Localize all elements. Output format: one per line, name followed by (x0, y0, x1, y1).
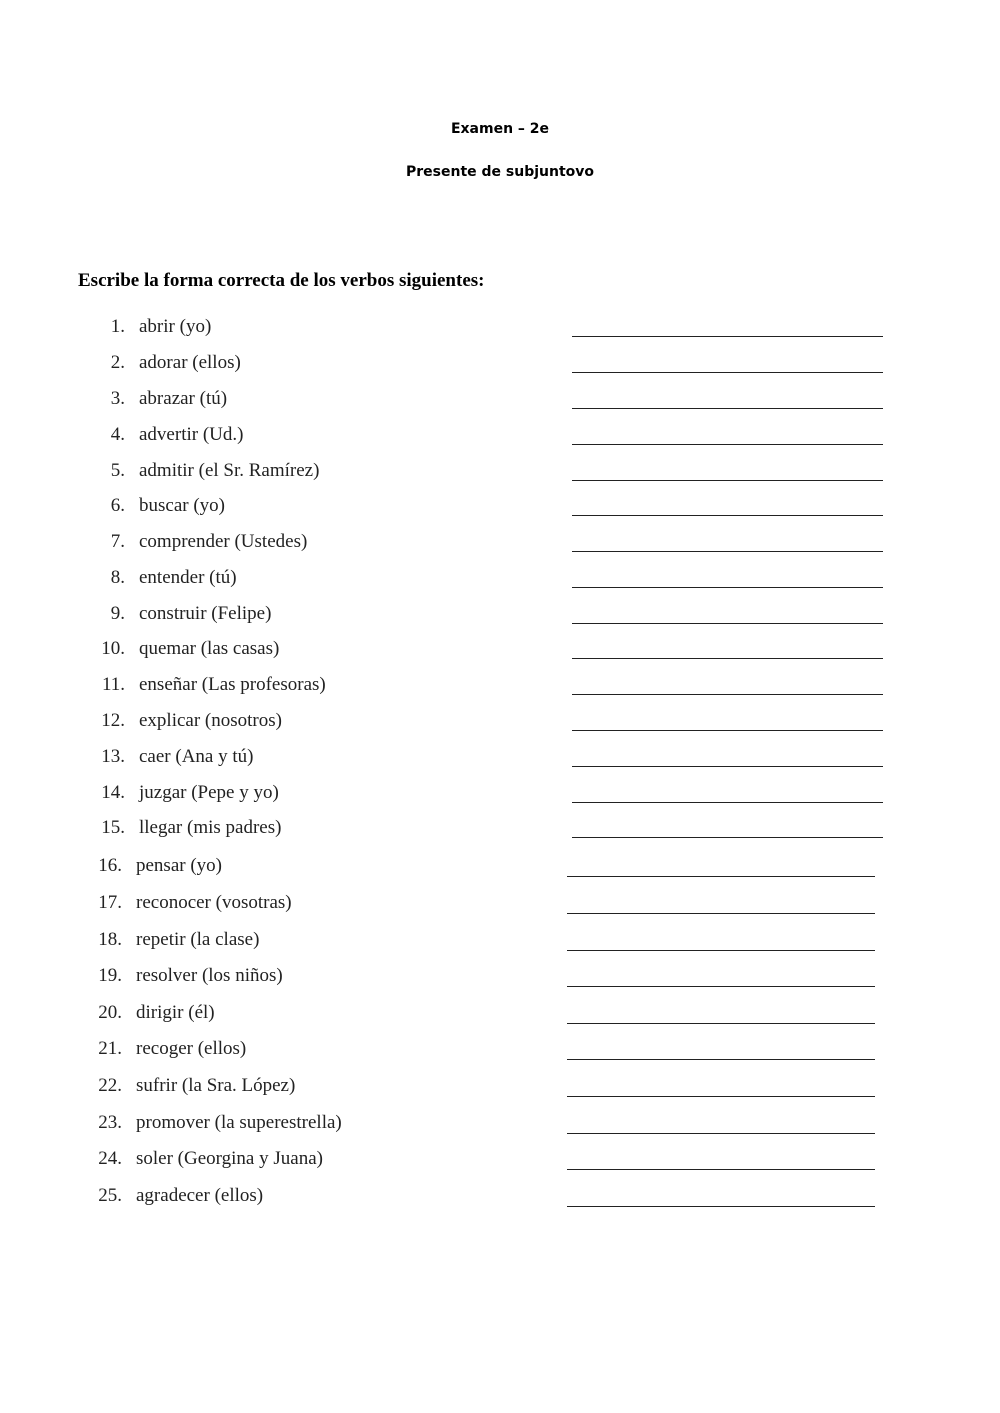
exercise-item (0, 316, 1000, 346)
exercise-item (0, 388, 1000, 418)
answer-line[interactable] (567, 1096, 875, 1097)
answer-line[interactable] (572, 694, 883, 695)
answer-line[interactable] (567, 950, 875, 951)
item-number: 21. (98, 1038, 122, 1059)
item-verb: dirigir (él) (136, 1002, 215, 1023)
answer-line[interactable] (572, 515, 883, 516)
exercise-item (0, 710, 1000, 740)
item-number: 4. (110, 424, 125, 445)
item-verb: juzgar (Pepe y yo) (139, 782, 279, 803)
answer-line[interactable] (572, 730, 883, 731)
exercise-item (0, 674, 1000, 704)
item-number: 13. (101, 746, 125, 767)
answer-line[interactable] (572, 837, 883, 838)
exercise-item (0, 965, 1000, 995)
answer-line[interactable] (567, 1133, 875, 1134)
exercise-item (0, 1112, 1000, 1142)
item-number: 10. (101, 638, 125, 659)
exercise-item (0, 638, 1000, 668)
item-verb: abrazar (tú) (139, 388, 228, 409)
answer-line[interactable] (572, 658, 883, 659)
exercise-item (0, 567, 1000, 597)
item-number: 24. (98, 1148, 122, 1169)
item-number: 2. (110, 352, 125, 373)
item-verb: agradecer (ellos) (136, 1185, 264, 1206)
item-number: 3. (110, 388, 125, 409)
item-number: 23. (98, 1112, 122, 1133)
item-number: 1. (110, 316, 125, 337)
answer-line[interactable] (567, 1059, 875, 1060)
exercise-item (0, 1185, 1000, 1215)
exercise-item (0, 424, 1000, 454)
item-verb: repetir (la clase) (136, 929, 260, 950)
item-verb: buscar (yo) (139, 495, 225, 516)
exam-subtitle: Presente de subjuntovo (405, 164, 594, 180)
answer-line[interactable] (572, 766, 883, 767)
answer-line[interactable] (567, 1023, 875, 1024)
item-number: 14. (101, 782, 125, 803)
item-number: 16. (98, 855, 122, 876)
exercise-item (0, 1002, 1000, 1032)
answer-line[interactable] (572, 372, 883, 373)
answer-line[interactable] (572, 587, 883, 588)
item-number: 25. (98, 1185, 122, 1206)
item-verb: construir (Felipe) (139, 603, 272, 624)
answer-line[interactable] (567, 913, 875, 914)
exercise-item (0, 817, 1000, 847)
exercise-item (0, 892, 1000, 922)
item-number: 18. (98, 929, 122, 950)
item-verb: quemar (las casas) (139, 638, 280, 659)
item-verb: sufrir (la Sra. López) (136, 1075, 296, 1096)
item-verb: llegar (mis padres) (139, 817, 282, 838)
item-number: 7. (110, 531, 125, 552)
exercise-item (0, 495, 1000, 525)
item-verb: resolver (los niños) (136, 965, 283, 986)
item-verb: comprender (Ustedes) (139, 531, 308, 552)
answer-line[interactable] (567, 986, 875, 987)
answer-line[interactable] (567, 876, 875, 877)
item-number: 17. (98, 892, 122, 913)
answer-line[interactable] (572, 408, 883, 409)
item-verb: enseñar (Las profesoras) (139, 674, 326, 695)
item-number: 9. (110, 603, 125, 624)
answer-line[interactable] (567, 1169, 875, 1170)
item-number: 12. (101, 710, 125, 731)
item-verb: recoger (ellos) (136, 1038, 247, 1059)
item-verb: caer (Ana y tú) (139, 746, 254, 767)
item-verb: pensar (yo) (136, 855, 222, 876)
item-number: 22. (98, 1075, 122, 1096)
item-number: 15. (101, 817, 125, 838)
item-number: 5. (110, 460, 125, 481)
exercise-item (0, 1148, 1000, 1178)
item-number: 6. (110, 495, 125, 516)
item-verb: reconocer (vosotras) (136, 892, 292, 913)
answer-line[interactable] (567, 1206, 875, 1207)
item-verb: advertir (Ud.) (139, 424, 244, 445)
exercise-item (0, 603, 1000, 633)
item-verb: entender (tú) (139, 567, 237, 588)
item-number: 8. (110, 567, 125, 588)
answer-line[interactable] (572, 444, 883, 445)
exercise-item (0, 855, 1000, 885)
exercise-item (0, 531, 1000, 561)
answer-line[interactable] (572, 336, 883, 337)
exercise-item (0, 1038, 1000, 1068)
item-number: 19. (98, 965, 122, 986)
item-number: 20. (98, 1002, 122, 1023)
answer-line[interactable] (572, 623, 883, 624)
exercise-item (0, 746, 1000, 776)
exam-title: Examen – 2e (450, 121, 550, 137)
item-verb: adorar (ellos) (139, 352, 241, 373)
answer-line[interactable] (572, 551, 883, 552)
exercise-item (0, 782, 1000, 812)
item-verb: promover (la superestrella) (136, 1112, 342, 1133)
answer-line[interactable] (572, 802, 883, 803)
exercise-item (0, 929, 1000, 959)
item-number: 11. (101, 674, 125, 695)
exercise-item (0, 1075, 1000, 1105)
instructions: Escribe la forma correcta de los verbos siguientes: (78, 270, 485, 291)
item-verb: abrir (yo) (139, 316, 212, 337)
exercise-item (0, 352, 1000, 382)
answer-line[interactable] (572, 480, 883, 481)
item-verb: soler (Georgina y Juana) (136, 1148, 323, 1169)
exercise-item (0, 460, 1000, 490)
item-verb: explicar (nosotros) (139, 710, 282, 731)
item-verb: admitir (el Sr. Ramírez) (139, 460, 320, 481)
